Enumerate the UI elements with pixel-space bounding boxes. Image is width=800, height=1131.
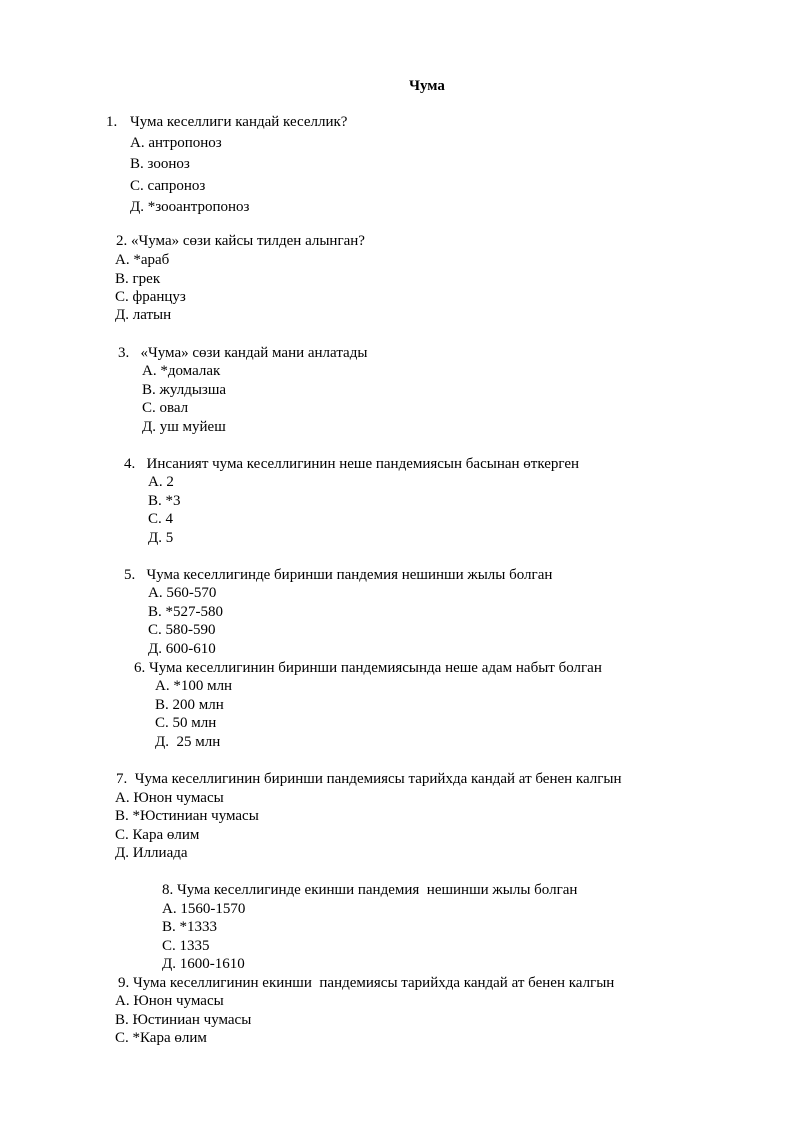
question-6-text: 6. Чума кеселлигинин биринши пандемиясында неше адам набыт болган xyxy=(134,660,602,676)
question-7-option-b: В. *Юстиниан чумасы xyxy=(115,808,259,824)
question-1-option-c: С. сапроноз xyxy=(130,178,206,194)
question-8-text: 8. Чума кеселлигинде екинши пандемия нешинши жылы болган xyxy=(162,882,578,898)
question-8-option-d: Д. 1600-1610 xyxy=(162,956,245,972)
question-1-number: 1. xyxy=(106,114,118,130)
question-3-option-d: Д. уш муйеш xyxy=(142,419,226,435)
question-6-option-d: Д. 25 млн xyxy=(155,734,221,750)
question-5-option-b: В. *527-580 xyxy=(148,604,223,620)
question-6-option-c: С. 50 млн xyxy=(155,715,217,731)
question-2-text: 2. «Чума» сөзи кайсы тилден алынган? xyxy=(116,233,365,249)
question-4-option-a: А. 2 xyxy=(148,474,174,490)
question-4-option-b: В. *3 xyxy=(148,493,181,509)
question-6-option-a: А. *100 млн xyxy=(155,678,233,694)
question-7-text: 7. Чума кеселлигинин биринши пандемиясы тарийхда кандай ат бенен калгын xyxy=(116,771,622,787)
question-1-option-a: А. антропоноз xyxy=(130,135,222,151)
question-4-option-c: С. 4 xyxy=(148,511,174,527)
question-7-option-d: Д. Иллиада xyxy=(115,845,188,861)
question-8-option-c: С. 1335 xyxy=(162,938,210,954)
question-3-text: 3. «Чума» сөзи кандай мани анлатады xyxy=(118,345,368,361)
question-3-option-a: А. *домалак xyxy=(142,363,221,379)
document-title: Чума xyxy=(409,78,445,94)
question-1-text: Чума кеселлиги кандай кеселлик? xyxy=(130,114,348,130)
question-6-option-b: В. 200 млн xyxy=(155,697,224,713)
question-8-option-a: А. 1560-1570 xyxy=(162,901,246,917)
question-7-option-c: С. Кара өлим xyxy=(115,827,200,843)
question-9-text: 9. Чума кеселлигинин екинши пандемиясы тарийхда кандай ат бенен калгын xyxy=(118,975,615,991)
question-3-option-b: В. жулдызша xyxy=(142,382,227,398)
question-1-option-b: В. зооноз xyxy=(130,156,190,172)
question-2-option-d: Д. латын xyxy=(115,307,172,323)
question-5-option-a: А. 560-570 xyxy=(148,585,217,601)
question-9-option-b: В. Юстиниан чумасы xyxy=(115,1012,252,1028)
question-9-option-a: А. Юнон чумасы xyxy=(115,993,224,1009)
question-8-option-b: В. *1333 xyxy=(162,919,218,935)
question-9-option-c: С. *Кара өлим xyxy=(115,1030,207,1046)
question-5-option-d: Д. 600-610 xyxy=(148,641,216,657)
question-5-option-c: С. 580-590 xyxy=(148,622,216,638)
question-2-option-b: В. грек xyxy=(115,271,161,287)
question-2-option-c: С. француз xyxy=(115,289,186,305)
question-1-option-d: Д. *зооантропоноз xyxy=(130,199,250,215)
question-2-option-a: А. *араб xyxy=(115,252,170,268)
question-7-option-a: А. Юнон чумасы xyxy=(115,790,224,806)
question-4-option-d: Д. 5 xyxy=(148,530,174,546)
question-4-text: 4. Инсаният чума кеселлигинин неше пандемиясын басынан өткерген xyxy=(124,456,580,472)
question-3-option-c: С. овал xyxy=(142,400,189,416)
question-5-text: 5. Чума кеселлигинде биринши пандемия нешинши жылы болган xyxy=(124,567,553,583)
